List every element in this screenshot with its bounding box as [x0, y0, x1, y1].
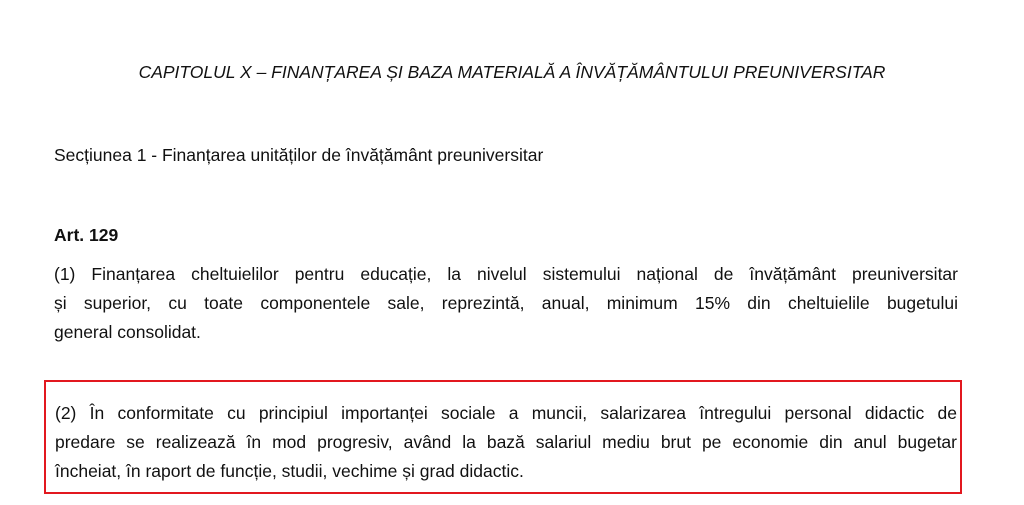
paragraph-1-line: și superior, cu toate componentele sale, reprezintă, anual, minimum 15% din cheltuielile bugetului — [54, 293, 958, 313]
paragraph-2-line: încheiat, în raport de funcție, studii, vechime și grad didactic. — [55, 461, 524, 481]
paragraph-2-line: (2) În conformitate cu principiul importanței sociale a muncii, salarizarea întregului personal didactic de — [55, 403, 957, 423]
paragraph-2 — [55, 399, 957, 486]
chapter-title: CAPITOLUL X – FINANȚAREA ȘI BAZA MATERIALĂ A ÎNVĂȚĂMÂNTULUI PREUNIVERSITAR — [138, 62, 886, 82]
paragraph-1-line: (1) Finanțarea cheltuielilor pentru educație, la nivelul sistemului național de învățământ preuniversitar — [54, 264, 958, 284]
section-title: Secțiunea 1 - Finanțarea unităților de învățământ preuniversitar — [54, 145, 544, 165]
paragraph-1 — [54, 260, 958, 347]
paragraph-1-line: general consolidat. — [54, 322, 201, 342]
paragraph-2-line: predare se realizează în mod progresiv, având la bază salariul mediu brut pe economie din anul bugetar — [55, 432, 957, 452]
article-title: Art. 129 — [54, 225, 119, 245]
